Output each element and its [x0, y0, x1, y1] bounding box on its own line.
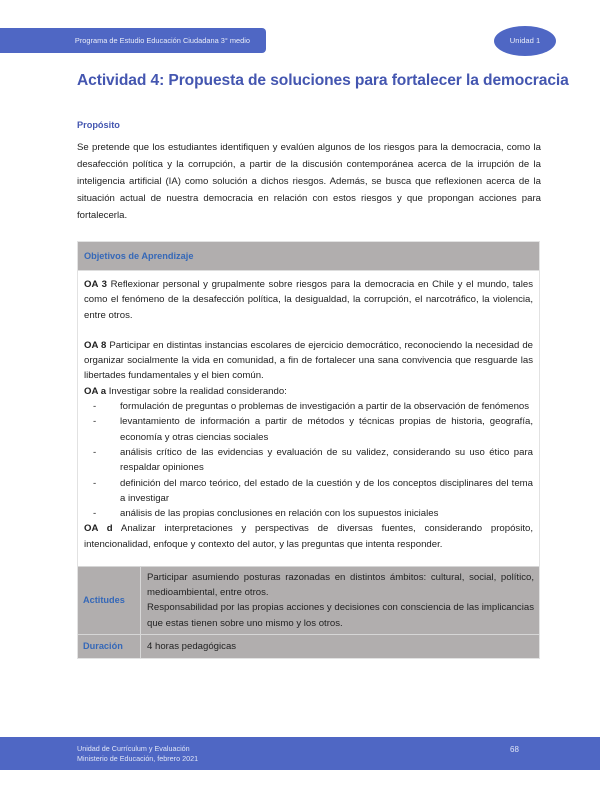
attitudes-label: Actitudes	[78, 567, 141, 634]
duration-label: Duración	[78, 635, 141, 658]
program-header-bar	[0, 28, 266, 53]
list-item: - análisis de las propias conclusiones en relación con los supuestos iniciales	[90, 506, 533, 521]
unit-label: Unidad 1	[509, 36, 541, 45]
purpose-heading: Propósito	[77, 120, 120, 130]
purpose-text: Se pretende que los estudiantes identifiquen y evalúen algunos de los riesgos para la democracia, como la desafección política y la corrupción, a partir de la discusión contemporánea acerca de la irrupción de la inteligencia artificial (IA) como solución a dichos riesgos. Además, se busca que reflexionen acerca de la situación actual de nuestra democracia en relación con estos riesgos y que propongan acciones para fortalecerla.	[77, 142, 541, 222]
page-number: 68	[510, 745, 519, 754]
research-steps-list	[90, 399, 533, 521]
objective-oa3	[84, 277, 533, 323]
objective-text: Analizar interpretaciones y perspectivas de diversas fuentes, considerando propósito, intencionalidad, enfoque y contexto del autor, y las preguntas que intenta responder.	[84, 523, 534, 550]
objective-oa8	[84, 338, 533, 384]
program-title: Programa de Estudio Educación Ciudadana 3° medio	[74, 36, 250, 45]
objective-code: OA d	[84, 523, 113, 535]
objective-code: OA 3	[84, 279, 107, 290]
objectives-body	[78, 271, 539, 566]
attitude-line: Participar asumiendo posturas razonadas en distintos ámbitos: cultural, social, político, medioambiental, entre otros.	[147, 572, 534, 599]
list-item: - análisis crítico de las evidencias y evaluación de su validez, considerando su uso ético para respaldar opiniones	[93, 446, 533, 474]
dash-bullet-icon: -	[93, 446, 97, 458]
footer-ministry: Ministerio de Educación, febrero 2021	[77, 754, 199, 763]
attitudes-row	[78, 566, 539, 634]
objective-code: OA 8	[84, 339, 107, 351]
attitudes-value	[141, 567, 539, 634]
attitude-line: Responsabilidad por las propias acciones y decisiones con consciencia de las implicancias que estas tienen sobre uno mismo y los otros.	[147, 602, 534, 629]
list-item: - formulación de preguntas o problemas de investigación a partir de la observación de fenómenos	[90, 399, 533, 414]
activity-title: Actividad 4: Propuesta de soluciones para fortalecer la democracia	[77, 72, 569, 89]
dash-bullet-icon: -	[93, 508, 97, 520]
objectives-table	[77, 241, 540, 659]
objective-oad	[84, 521, 533, 552]
objectives-header: Objetivos de Aprendizaje	[78, 242, 539, 271]
objective-text: Participar en distintas instancias escolares de ejercicio democrático, reconociendo la necesidad de organizar socialmente la vida en comunidad, a fin de fortalecer una sana convivencia que resguarde las libertades fundamentales y el bien común.	[84, 339, 533, 382]
objective-oaa	[84, 384, 533, 399]
objective-code: OA a	[84, 385, 107, 397]
duration-row	[78, 634, 539, 658]
dash-bullet-icon: -	[93, 416, 97, 428]
dash-bullet-icon: -	[93, 401, 97, 413]
objective-text: Investigar sobre la realidad considerando:	[106, 385, 287, 397]
list-item: - definición del marco teórico, del estado de la cuestión y de los conceptos disciplinares del tema a investigar	[93, 477, 533, 504]
dash-bullet-icon: -	[93, 477, 97, 489]
objective-text: Reflexionar personal y grupalmente sobre riesgos para la democracia en Chile y el mundo, tales como el fenómeno de la desafección política, la desigualdad, la corrupción, el narcotráfico, la violencia, entre otros.	[84, 279, 533, 321]
duration-value: 4 horas pedagógicas	[147, 640, 237, 652]
unit-badge	[494, 26, 556, 56]
list-item: - levantamiento de información a partir de métodos y técnicas propias de historia, geografía, economía y otras ciencias sociales	[93, 416, 533, 443]
footer-unit: Unidad de Currículum y Evaluación	[77, 744, 190, 753]
footer	[0, 737, 600, 770]
